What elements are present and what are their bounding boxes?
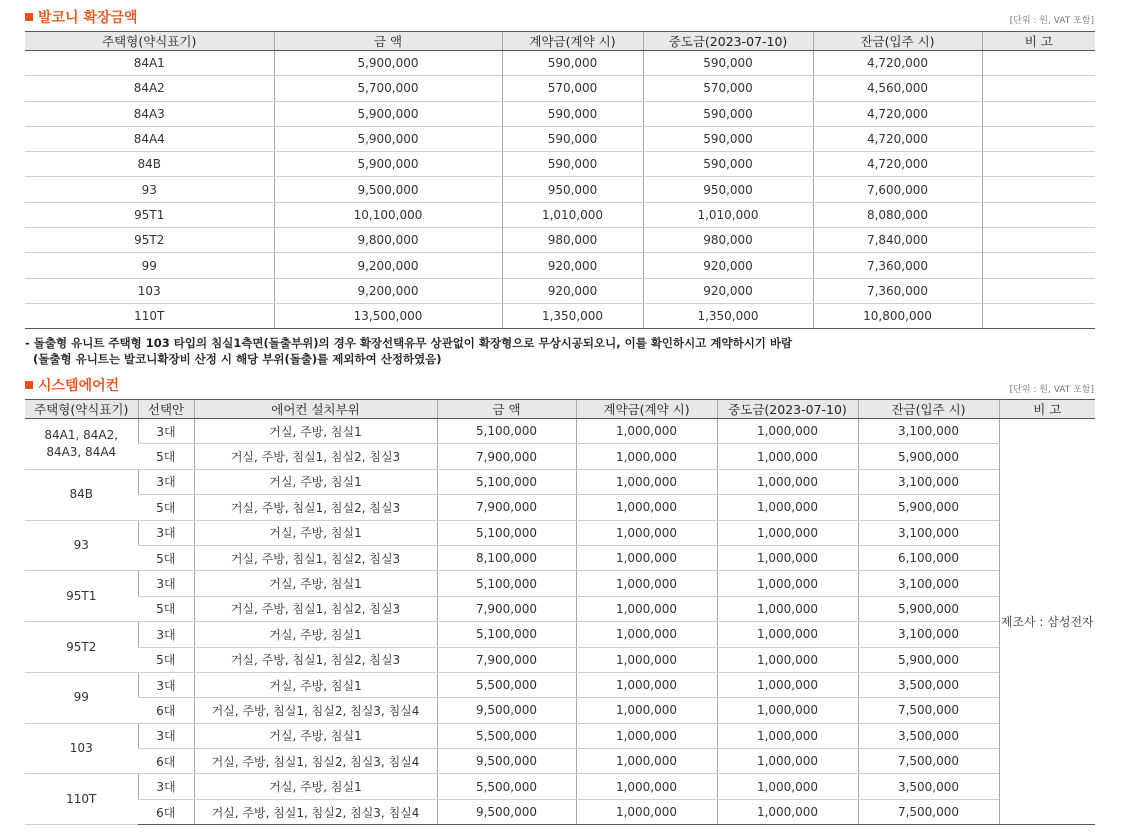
cell-amount: 5,100,000 [437, 469, 576, 494]
cell-amount: 7,900,000 [437, 647, 576, 672]
cell-opt: 3대 [138, 469, 194, 494]
cell-balance: 3,500,000 [858, 723, 999, 748]
table-row [25, 177, 1095, 202]
aircon-price-table [25, 399, 1095, 825]
cell-amount: 5,900,000 [274, 126, 502, 151]
cell-amount: 10,100,000 [274, 202, 502, 227]
cell-loc: 거실, 주방, 침실1, 침실2, 침실3, 침실4 [194, 749, 437, 774]
cell-middle: 570,000 [643, 76, 813, 101]
cell-balance: 4,720,000 [813, 152, 982, 177]
cell-amount: 13,500,000 [274, 303, 502, 328]
cell-amount: 9,500,000 [274, 177, 502, 202]
cell-balance: 7,600,000 [813, 177, 982, 202]
cell-balance: 7,840,000 [813, 228, 982, 253]
cell-type: 95T1 [25, 202, 274, 227]
cell-loc: 거실, 주방, 침실1 [194, 469, 437, 494]
cell-middle: 1,000,000 [717, 799, 858, 824]
cell-middle: 590,000 [643, 51, 813, 76]
balcony-notes [25, 335, 792, 367]
cell-loc: 거실, 주방, 침실1 [194, 672, 437, 697]
table-row [25, 571, 1095, 596]
cell-type: 93 [25, 177, 274, 202]
cell-contract: 570,000 [502, 76, 643, 101]
column-header: 중도금(2023-07-10) [717, 400, 858, 419]
cell-opt: 5대 [138, 495, 194, 520]
cell-middle: 1,000,000 [717, 749, 858, 774]
cell-contract: 920,000 [502, 253, 643, 278]
cell-middle: 1,350,000 [643, 303, 813, 328]
cell-balance: 5,900,000 [858, 596, 999, 621]
cell-loc: 거실, 주방, 침실1 [194, 419, 437, 444]
column-header: 잔금(입주 시) [813, 32, 982, 51]
cell-amount: 7,900,000 [437, 444, 576, 469]
cell-balance: 5,900,000 [858, 495, 999, 520]
cell-contract: 1,000,000 [576, 495, 717, 520]
cell-contract: 1,000,000 [576, 469, 717, 494]
cell-contract: 1,000,000 [576, 698, 717, 723]
table-row [25, 774, 1095, 799]
cell-balance: 3,500,000 [858, 774, 999, 799]
cell-middle: 1,000,000 [717, 444, 858, 469]
balcony-section-title: 발코니 확장금액 [25, 7, 138, 27]
table-row [25, 202, 1095, 227]
cell-loc: 거실, 주방, 침실1 [194, 520, 437, 545]
cell-balance: 7,500,000 [858, 799, 999, 824]
cell-middle: 1,000,000 [717, 647, 858, 672]
cell-opt: 5대 [138, 647, 194, 672]
cell-loc: 거실, 주방, 침실1, 침실2, 침실3 [194, 545, 437, 570]
cell-opt: 5대 [138, 545, 194, 570]
cell-note [982, 101, 1095, 126]
table-row [25, 723, 1095, 748]
cell-type: 84B [25, 469, 138, 520]
cell-type: 84A1 [25, 51, 274, 76]
balcony-price-table [25, 31, 1095, 329]
cell-amount: 5,900,000 [274, 101, 502, 126]
cell-type: 84A2 [25, 76, 274, 101]
cell-middle: 1,000,000 [717, 723, 858, 748]
square-bullet-icon [25, 13, 33, 21]
cell-contract: 980,000 [502, 228, 643, 253]
column-header: 잔금(입주 시) [858, 400, 999, 419]
cell-loc: 거실, 주방, 침실1, 침실2, 침실3 [194, 495, 437, 520]
cell-contract: 1,000,000 [576, 723, 717, 748]
cell-middle: 590,000 [643, 152, 813, 177]
cell-type: 110T [25, 303, 274, 328]
table-row [25, 698, 1095, 723]
cell-opt: 3대 [138, 622, 194, 647]
cell-middle: 1,000,000 [717, 672, 858, 697]
cell-type: 95T2 [25, 622, 138, 673]
cell-middle: 1,000,000 [717, 698, 858, 723]
cell-amount: 5,900,000 [274, 152, 502, 177]
cell-amount: 9,200,000 [274, 278, 502, 303]
cell-contract: 1,000,000 [576, 520, 717, 545]
cell-amount: 9,200,000 [274, 253, 502, 278]
cell-type: 84B [25, 152, 274, 177]
cell-middle: 1,000,000 [717, 622, 858, 647]
cell-contract: 1,000,000 [576, 799, 717, 824]
cell-opt: 5대 [138, 596, 194, 621]
cell-balance: 3,100,000 [858, 622, 999, 647]
cell-balance: 7,500,000 [858, 749, 999, 774]
cell-contract: 1,000,000 [576, 749, 717, 774]
cell-amount: 9,500,000 [437, 698, 576, 723]
column-header: 에어컨 설치부위 [194, 400, 437, 419]
cell-balance: 8,080,000 [813, 202, 982, 227]
cell-type: 103 [25, 278, 274, 303]
column-header: 선택안 [138, 400, 194, 419]
aircon-unit-note: [단위 : 원, VAT 포함] [1009, 385, 1094, 395]
cell-balance: 5,900,000 [858, 647, 999, 672]
cell-contract: 1,000,000 [576, 622, 717, 647]
cell-amount: 7,900,000 [437, 495, 576, 520]
cell-note [982, 228, 1095, 253]
cell-middle: 590,000 [643, 126, 813, 151]
cell-type: 84A3 [25, 101, 274, 126]
cell-loc: 거실, 주방, 침실1 [194, 622, 437, 647]
cell-type: 84A1, 84A2, 84A3, 84A4 [25, 419, 138, 470]
table-row [25, 76, 1095, 101]
cell-amount: 5,900,000 [274, 51, 502, 76]
balcony-unit-note: [단위 : 원, VAT 포함] [1009, 16, 1094, 26]
cell-contract: 590,000 [502, 101, 643, 126]
cell-balance: 4,720,000 [813, 51, 982, 76]
column-header: 계약금(계약 시) [576, 400, 717, 419]
cell-note [982, 278, 1095, 303]
cell-balance: 7,360,000 [813, 278, 982, 303]
note-line-1: - 돌출형 유니트 주택형 103 타입의 침실1측면(돌출부위)의 경우 확장선택유무 상관없이 확장형으로 무상시공되오니, 이를 확인하시고 계약하시기 바람 [25, 336, 793, 350]
cell-type: 103 [25, 723, 138, 774]
cell-loc: 거실, 주방, 침실1, 침실2, 침실3, 침실4 [194, 698, 437, 723]
cell-opt: 3대 [138, 672, 194, 697]
cell-contract: 1,000,000 [576, 672, 717, 697]
cell-balance: 3,500,000 [858, 672, 999, 697]
cell-amount: 5,700,000 [274, 76, 502, 101]
cell-loc: 거실, 주방, 침실1, 침실2, 침실3, 침실4 [194, 799, 437, 824]
table-row [25, 228, 1095, 253]
cell-balance: 3,100,000 [858, 571, 999, 596]
column-header: 금 액 [437, 400, 576, 419]
cell-type: 99 [25, 253, 274, 278]
table-row [25, 126, 1095, 151]
cell-amount: 7,900,000 [437, 596, 576, 621]
cell-contract: 1,000,000 [576, 419, 717, 444]
cell-middle: 1,000,000 [717, 545, 858, 570]
cell-balance: 3,100,000 [858, 469, 999, 494]
cell-amount: 5,100,000 [437, 571, 576, 596]
table-row [25, 419, 1095, 444]
cell-type: 99 [25, 672, 138, 723]
cell-amount: 5,500,000 [437, 723, 576, 748]
cell-loc: 거실, 주방, 침실1, 침실2, 침실3 [194, 444, 437, 469]
cell-loc: 거실, 주방, 침실1 [194, 723, 437, 748]
table-row [25, 495, 1095, 520]
cell-amount: 9,500,000 [437, 799, 576, 824]
cell-note [982, 177, 1095, 202]
cell-balance: 7,500,000 [858, 698, 999, 723]
cell-contract: 920,000 [502, 278, 643, 303]
cell-middle: 1,000,000 [717, 596, 858, 621]
cell-amount: 5,500,000 [437, 774, 576, 799]
column-header: 금 액 [274, 32, 502, 51]
cell-contract: 1,000,000 [576, 545, 717, 570]
cell-amount: 5,100,000 [437, 622, 576, 647]
cell-note [982, 253, 1095, 278]
cell-amount: 9,500,000 [437, 749, 576, 774]
cell-opt: 3대 [138, 520, 194, 545]
cell-contract: 1,000,000 [576, 647, 717, 672]
cell-amount: 8,100,000 [437, 545, 576, 570]
cell-opt: 3대 [138, 419, 194, 444]
cell-loc: 거실, 주방, 침실1, 침실2, 침실3 [194, 596, 437, 621]
cell-amount: 5,100,000 [437, 520, 576, 545]
table-row [25, 101, 1095, 126]
cell-contract: 1,000,000 [576, 596, 717, 621]
cell-middle: 1,000,000 [717, 469, 858, 494]
cell-opt: 6대 [138, 749, 194, 774]
cell-loc: 거실, 주방, 침실1 [194, 571, 437, 596]
cell-contract: 950,000 [502, 177, 643, 202]
note-line-2: (돌출형 유니트는 발코니확장비 산정 시 해당 부위(돌출)를 제외하여 산정하였음) [33, 352, 442, 366]
cell-contract: 590,000 [502, 126, 643, 151]
cell-middle: 1,000,000 [717, 774, 858, 799]
cell-middle: 1,000,000 [717, 520, 858, 545]
table-row [25, 622, 1095, 647]
cell-balance: 6,100,000 [858, 545, 999, 570]
cell-note [982, 51, 1095, 76]
cell-contract: 590,000 [502, 51, 643, 76]
table-row [25, 749, 1095, 774]
cell-contract: 590,000 [502, 152, 643, 177]
cell-note [982, 202, 1095, 227]
cell-middle: 950,000 [643, 177, 813, 202]
table-row [25, 647, 1095, 672]
column-header: 계약금(계약 시) [502, 32, 643, 51]
cell-balance: 4,720,000 [813, 126, 982, 151]
cell-contract: 1,000,000 [576, 444, 717, 469]
cell-remark: 제조사 : 삼성전자 [999, 419, 1095, 825]
table-row [25, 278, 1095, 303]
table-row [25, 253, 1095, 278]
square-bullet-icon [25, 381, 33, 389]
cell-contract: 1,000,000 [576, 774, 717, 799]
cell-balance: 3,100,000 [858, 419, 999, 444]
cell-opt: 6대 [138, 698, 194, 723]
cell-middle: 980,000 [643, 228, 813, 253]
cell-opt: 3대 [138, 774, 194, 799]
cell-amount: 5,500,000 [437, 672, 576, 697]
table-row [25, 672, 1095, 697]
cell-balance: 10,800,000 [813, 303, 982, 328]
cell-middle: 920,000 [643, 278, 813, 303]
cell-opt: 3대 [138, 723, 194, 748]
cell-balance: 3,100,000 [858, 520, 999, 545]
cell-opt: 6대 [138, 799, 194, 824]
cell-loc: 거실, 주방, 침실1 [194, 774, 437, 799]
table-row [25, 444, 1095, 469]
cell-middle: 1,000,000 [717, 571, 858, 596]
table-row [25, 469, 1095, 494]
cell-contract: 1,350,000 [502, 303, 643, 328]
table-row [25, 799, 1095, 824]
cell-note [982, 303, 1095, 328]
column-header: 주택형(약식표기) [25, 400, 138, 419]
table-row [25, 545, 1095, 570]
cell-type: 93 [25, 520, 138, 571]
table-row [25, 152, 1095, 177]
cell-note [982, 76, 1095, 101]
column-header: 주택형(약식표기) [25, 32, 274, 51]
cell-contract: 1,010,000 [502, 202, 643, 227]
cell-note [982, 126, 1095, 151]
aircon-section-title: 시스템에어컨 [25, 375, 119, 395]
cell-loc: 거실, 주방, 침실1, 침실2, 침실3 [194, 647, 437, 672]
cell-contract: 1,000,000 [576, 571, 717, 596]
cell-amount: 9,800,000 [274, 228, 502, 253]
cell-middle: 1,000,000 [717, 419, 858, 444]
cell-note [982, 152, 1095, 177]
cell-type: 95T1 [25, 571, 138, 622]
cell-opt: 3대 [138, 571, 194, 596]
column-header: 중도금(2023-07-10) [643, 32, 813, 51]
cell-balance: 5,900,000 [858, 444, 999, 469]
cell-middle: 920,000 [643, 253, 813, 278]
table-row [25, 303, 1095, 328]
cell-type: 84A4 [25, 126, 274, 151]
cell-balance: 4,720,000 [813, 101, 982, 126]
cell-type: 110T [25, 774, 138, 825]
table-row [25, 51, 1095, 76]
table-row [25, 596, 1095, 621]
table-row [25, 520, 1095, 545]
cell-amount: 5,100,000 [437, 419, 576, 444]
cell-middle: 590,000 [643, 101, 813, 126]
cell-middle: 1,010,000 [643, 202, 813, 227]
cell-type: 95T2 [25, 228, 274, 253]
cell-balance: 7,360,000 [813, 253, 982, 278]
column-header: 비 고 [982, 32, 1095, 51]
cell-opt: 5대 [138, 444, 194, 469]
cell-middle: 1,000,000 [717, 495, 858, 520]
cell-balance: 4,560,000 [813, 76, 982, 101]
column-header: 비 고 [999, 400, 1095, 419]
